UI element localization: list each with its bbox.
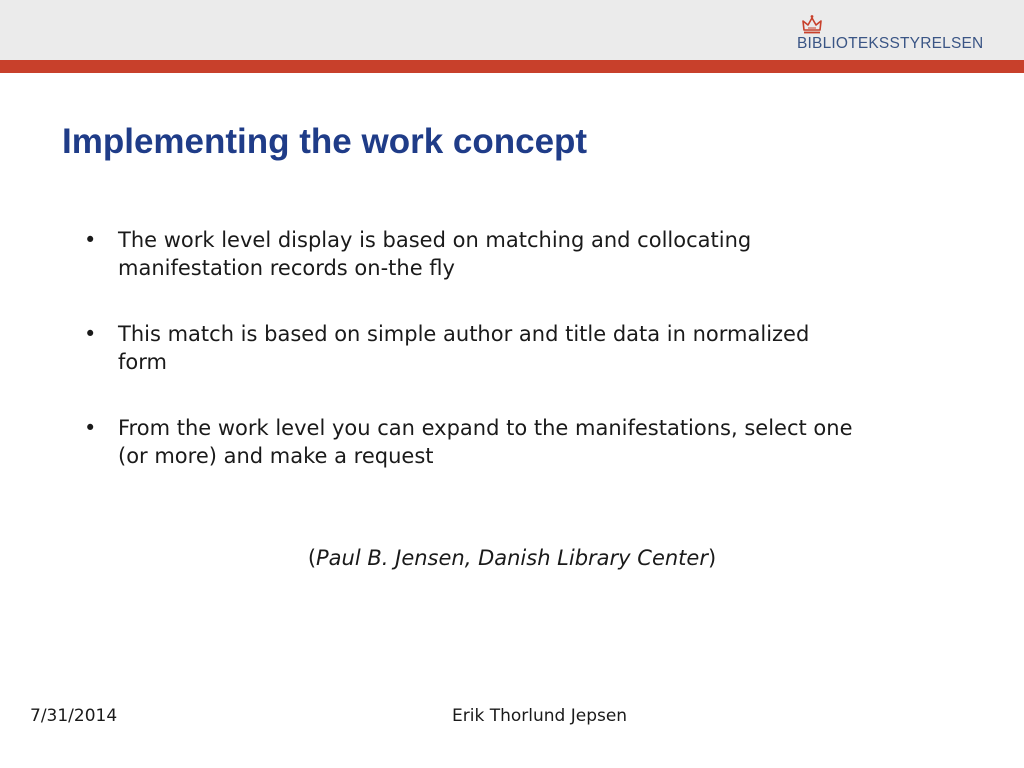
bullet-text: From the work level you can expand to the manifestations, select one (or more) and make a request [118,416,853,468]
bullet-item [84,414,864,470]
citation [0,544,1024,572]
footer-author: Erik Thorlund Jepsen [452,706,628,726]
footer-date: 7/31/2014 [30,706,118,726]
citation-text: Paul B. Jensen, Danish Library Center [316,546,708,570]
bullet-text: This match is based on simple author and title data in normalized form [118,322,810,374]
citation-close-paren: ) [707,546,717,570]
bullet-item [84,320,864,376]
citation-open-paren: ( [307,546,317,570]
bullet-item [84,226,864,282]
bullet-list [84,226,864,508]
logo-wordmark: BIBLIOTEKSSTYRELSEN [797,35,984,52]
bullet-marker: • [84,322,97,346]
bullet-text: The work level display is based on matching and collocating manifestation records on-the fly [118,228,752,280]
bullet-marker: • [84,416,97,440]
slide-title: Implementing the work concept [62,122,588,161]
header-accent-stripe [0,60,1024,73]
bibliotekssstyrelsen-logo [797,14,987,56]
bullet-marker: • [84,228,97,252]
crown-icon [801,14,823,36]
